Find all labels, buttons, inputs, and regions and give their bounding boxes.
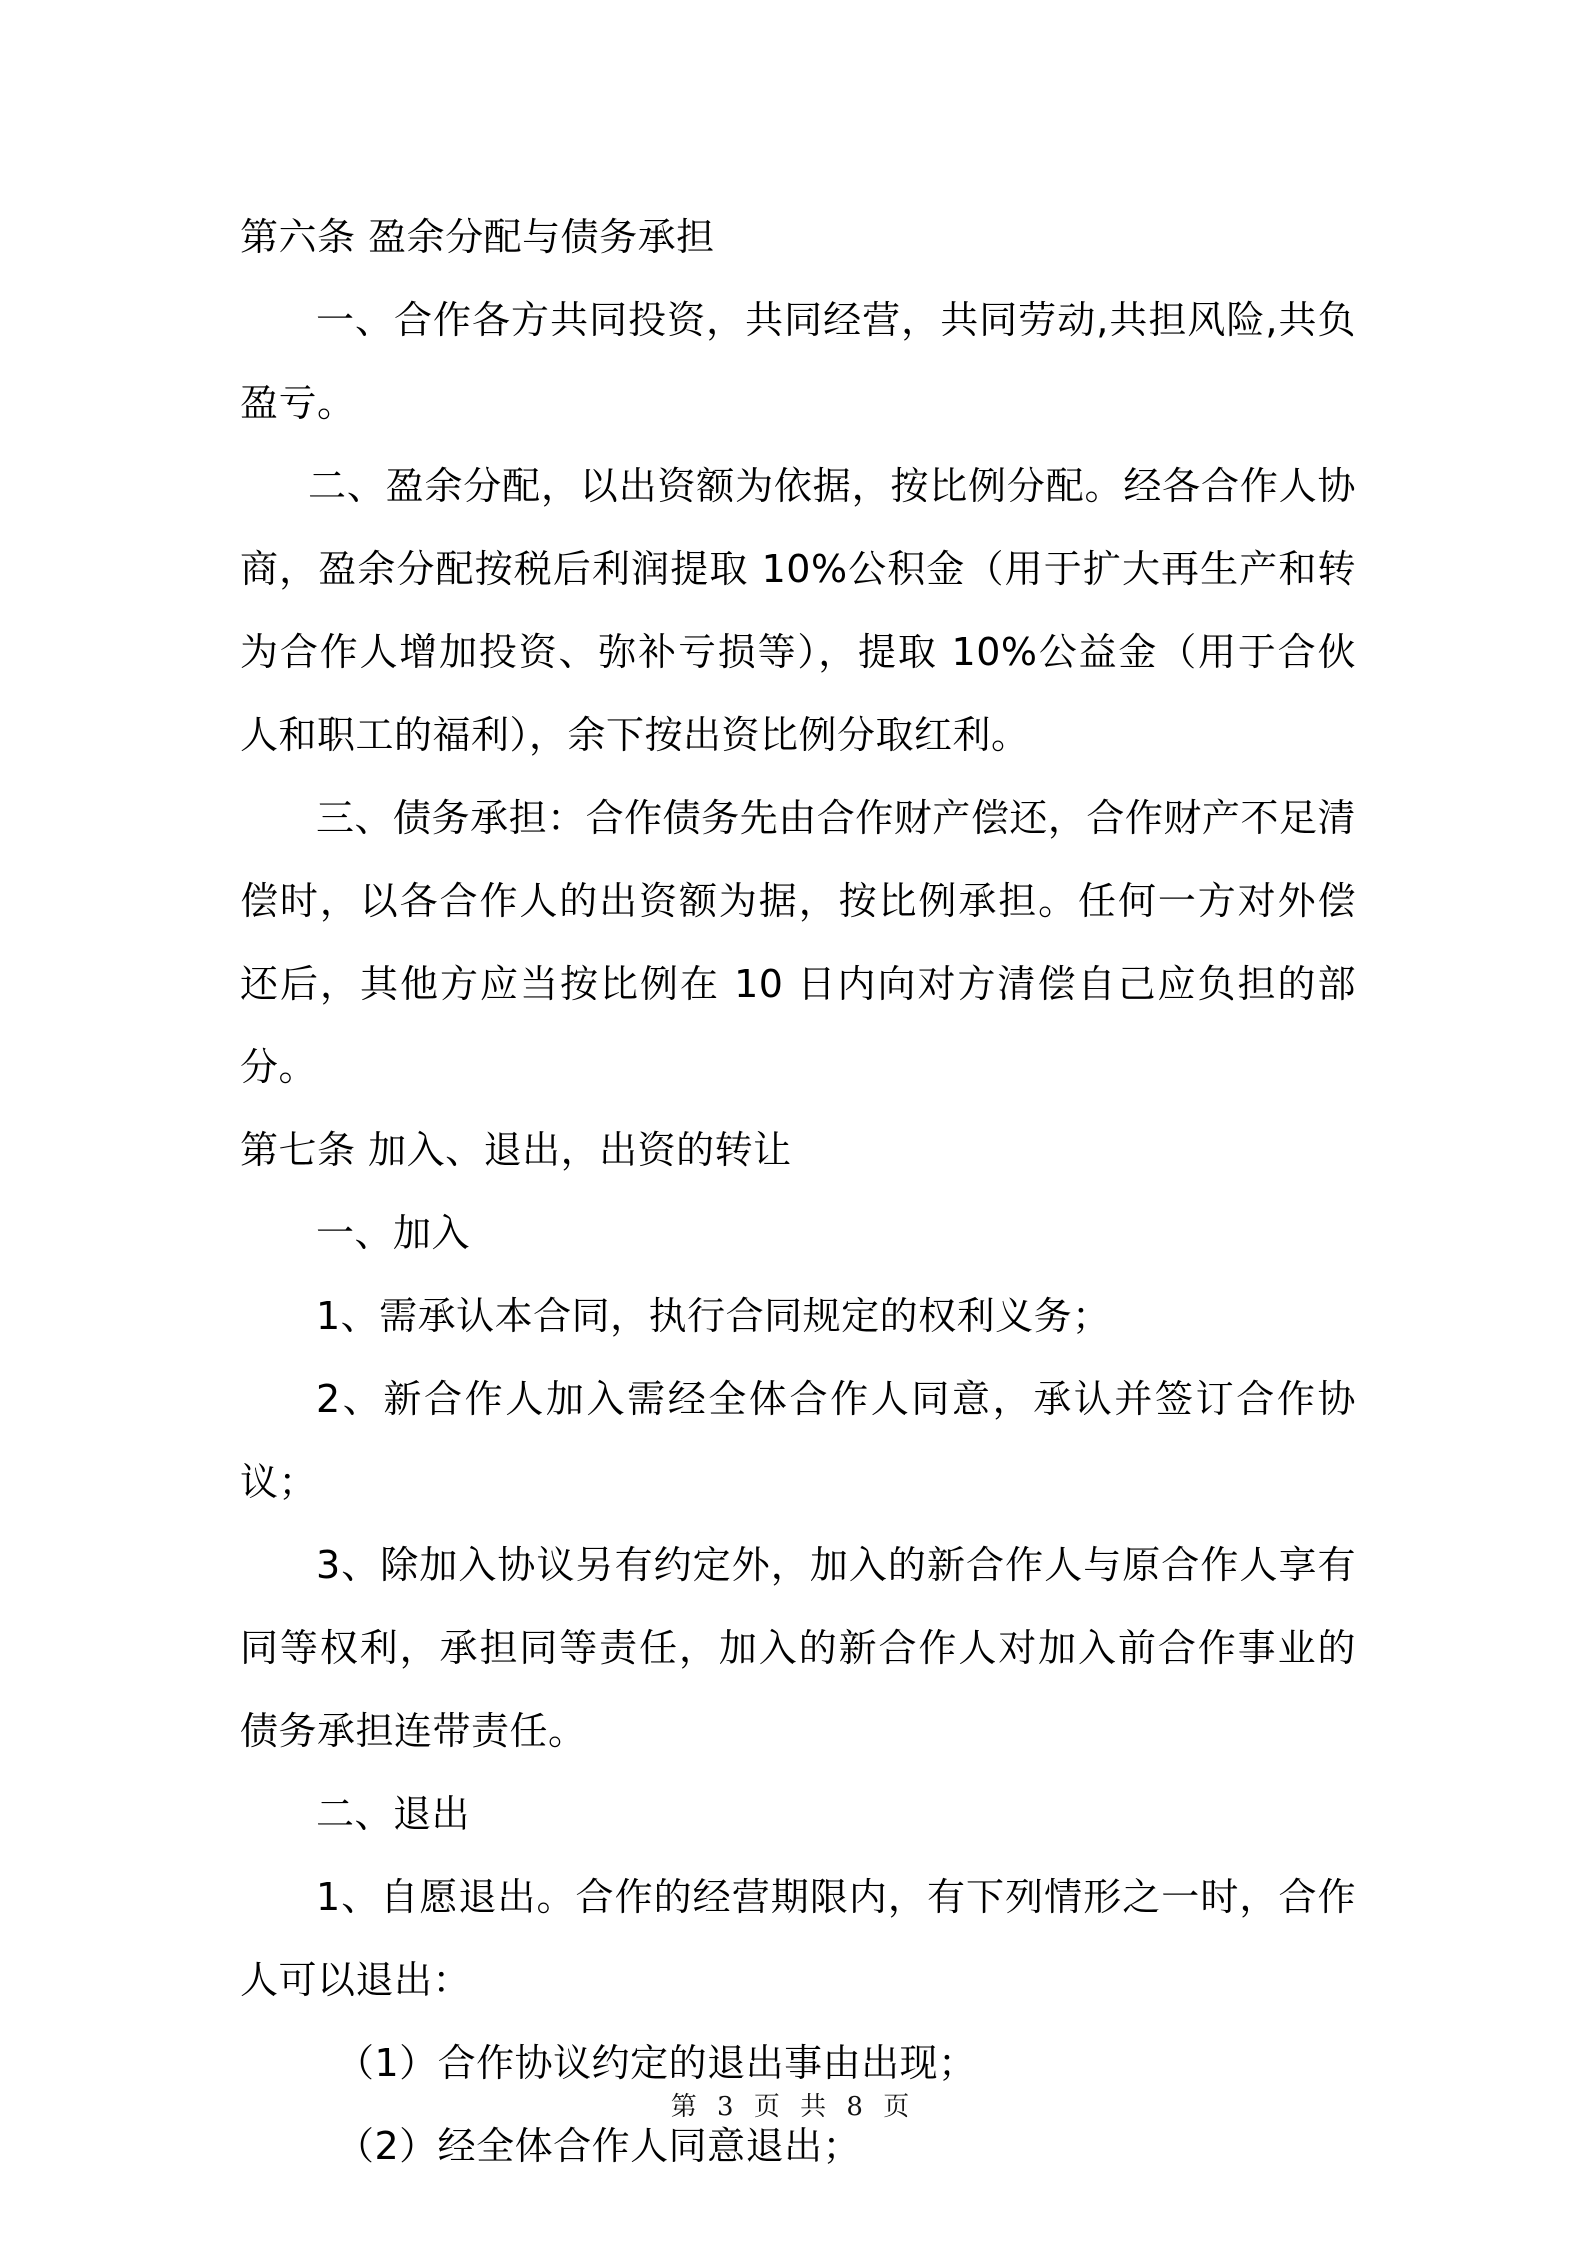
article-6-paragraph-2: 二、盈余分配，以出资额为依据，按比例分配。经各合作人协商，盈余分配按税后利润提取 10%公积金（用于扩大再生产和转为合作人增加投资、弥补亏损等），提取 10%公益金（用于合伙人和职工的福利），余下按出资比例分取红利。 <box>240 464 1356 757</box>
article-6-paragraph-1: 一、合作各方共同投资，共同经营，共同劳动,共担风险,共负盈亏。 <box>240 298 1356 425</box>
article-7-join-item-3: 3、除加入协议另有约定外，加入的新合作人与原合作人享有同等权利，承担同等责任，加入的新合作人对加入前合作事业的债务承担连带责任。 <box>240 1543 1356 1753</box>
article-7-join-item-2: 2、新合作人加入需经全体合作人同意，承认并签订合作协议； <box>240 1377 1356 1504</box>
document-body <box>240 196 1356 2188</box>
article-7-exit-subitem-1: （1）合作协议约定的退出事由出现； <box>336 2041 977 2085</box>
article-7-join-title: 一、加入 <box>316 1211 471 1255</box>
article-7-exit-item-1: 1、自愿退出。合作的经营期限内，有下列情形之一时，合作人可以退出： <box>240 1875 1356 2002</box>
article-6-heading: 第六条 盈余分配与债务承担 <box>240 215 715 259</box>
article-7-join-item-1: 1、需承认本合同，执行合同规定的权利义务； <box>316 1294 1111 1338</box>
page-number-footer: 第 3 页 共 8 页 <box>670 2092 916 2122</box>
article-6-paragraph-3: 三、债务承担：合作债务先由合作财产偿还，合作财产不足清偿时，以各合作人的出资额为据，按比例承担。任何一方对外偿还后，其他方应当按比例在 10 日内向对方清偿自己应负担的部分。 <box>240 796 1356 1089</box>
article-7-exit-subitem-2: （2）经全体合作人同意退出； <box>336 2124 862 2168</box>
article-7-exit-title: 二、退出 <box>316 1792 471 1836</box>
article-7-heading: 第七条 加入、退出，出资的转让 <box>240 1128 792 1172</box>
